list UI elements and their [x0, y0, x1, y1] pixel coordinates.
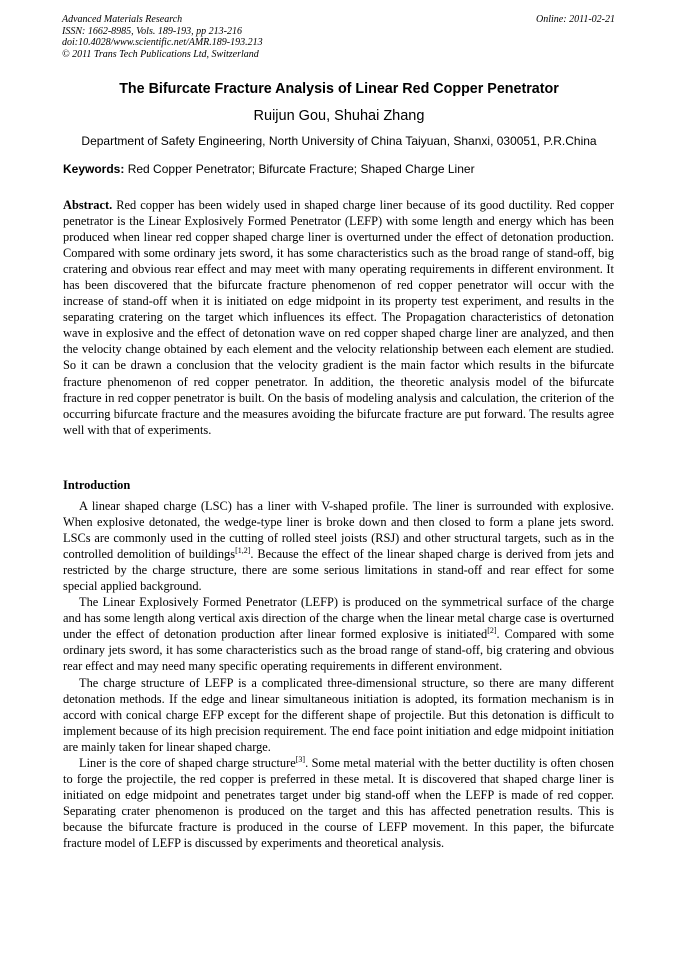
keywords-text: Red Copper Penetrator; Bifurcate Fracture; Shaped Charge Liner: [127, 162, 475, 176]
section-heading-introduction: Introduction: [63, 478, 131, 492]
keywords-label: Keywords:: [63, 162, 125, 176]
intro-paragraph-4: [63, 755, 614, 851]
abstract: [63, 197, 614, 438]
introduction-body: [63, 498, 614, 851]
online-date: Online: 2011-02-21: [536, 14, 615, 25]
keywords: [63, 162, 475, 176]
paper-title: The Bifurcate Fracture Analysis of Linear Red Copper Penetrator: [119, 81, 559, 97]
intro-p1-text-b: . Because the effect of the linear shaped charge is derived from jets and restricted by the charge structure, there are some serious limitations in stand-off and rear effect for some special applied background.: [63, 547, 614, 594]
citation-ref: [3]: [295, 754, 306, 764]
citation-ref: [2]: [487, 626, 497, 636]
authors: Ruijun Gou, Shuhai Zhang: [253, 108, 425, 124]
intro-paragraph-3: The charge structure of LEFP is a complicated three-dimensional structure, so there are many different detonation methods. If the edge and linear simultaneous initiation is adopted, its formation mechanism is in accord with conical charge EFP except for the different shape of projectile. But this detonation is difficult to implement because of its high precision requirement. The end face point initiation and edge midpoint initiation are mainly taken for linear shaped charge.: [63, 675, 614, 754]
intro-p2-text-a: The Linear Explosively Formed Penetrator (LEFP) is produced on the symmetrical surface of the charge and has some length along vertical axis direction of the charge when the linear metal charge case is overturned under the effect of detonation production after linear formed explosive is initiated: [63, 595, 614, 642]
intro-p2-text-b: . Compared with some ordinary jets sword, it has some characteristics such as the broad range of stand-off, big cratering and obvious rear effect and may need many specific operating requirements in different environment.: [63, 627, 615, 674]
doi-line: doi:10.4028/www.scientific.net/AMR.189-193.213: [62, 37, 263, 48]
issn-line: ISSN: 1662-8985, Vols. 189-193, pp 213-216: [62, 25, 242, 37]
abstract-label: Abstract.: [63, 198, 113, 212]
citation-ref: [1,2]: [235, 546, 251, 556]
journal-name: Advanced Materials Research: [62, 14, 183, 25]
abstract-text: Red copper has been widely used in shaped charge liner because of its good ductility. Red copper penetrator is the Linear Explosively Formed Penetrator (LEFP) with some length and energy which has been produced when linear red copper shaped charge liner is overturned under the effect of detonation production. Compared with some ordinary jets sword, it has some characteristics such as the broad range of stand-off, big cratering and obvious rear effect and may meet with many operating requirements in different environment. It has been discovered that the bifurcate fracture phenomenon of red copper penetrator will occur with the increase of stand-off when it is initiated on edge midpoint in its property test experiment, and results in the separating cratering on the target which influences its effect. The Propagation characteristics of detonation wave in explosive and the effect of detonation wave on red copper shaped charge liner are analyzed, and then the velocity change obtained by each element and the velocity relationship between each element are studied. So it can be drawn a conclusion that the velocity gradient is the main factor which results in the bifurcate fracture phenomenon of red copper penetrator. In addition, the theoretic analysis model of the bifurcate fracture in red copper penetrator is built. On the basis of modeling analysis and calculation, the criterion of the occurring bifurcate fracture and the measures avoiding the bifurcate fracture are put forward. The results agree well with that of experiments.: [63, 198, 614, 437]
intro-p4-text-a: Liner is the core of shaped charge structure: [79, 755, 296, 770]
affiliation: Department of Safety Engineering, North University of China Taiyuan, Shanxi, 030051, P.R.China: [81, 134, 597, 148]
journal-header: [62, 14, 615, 60]
intro-paragraph-2: [63, 594, 614, 674]
intro-p1-text-a: A linear shaped charge (LSC) has a liner with V-shaped profile. The liner is surrounded with explosive. When explosive detonated, the wedge-type liner is broke down and then closed to form a plane jets sword. LSCs are commonly used in the cutting of rolled steel joists (RSJ) and other structural targets, such as in the controlled demolition of buildings: [63, 499, 614, 562]
intro-paragraph-1: [63, 498, 614, 594]
copyright-line: © 2011 Trans Tech Publications Ltd, Switzerland: [62, 48, 259, 60]
intro-p4-text-b: . Some metal material with the better ductility is often chosen to forge the projectile, the red copper is preferred in these metal. It is discovered that shaped charge liner is initiated on edge midpoint and penetrates target under big stand-off when the LEFP is made of red copper. Separating crater phenomenon is produced on the target and this has affected penetration results. This is because the bifurcate fracture is produced in the course of LEFP movement. In this paper, the bifurcate fracture model of LEFP is discussed by experiments and theoretical analysis.: [63, 755, 615, 850]
